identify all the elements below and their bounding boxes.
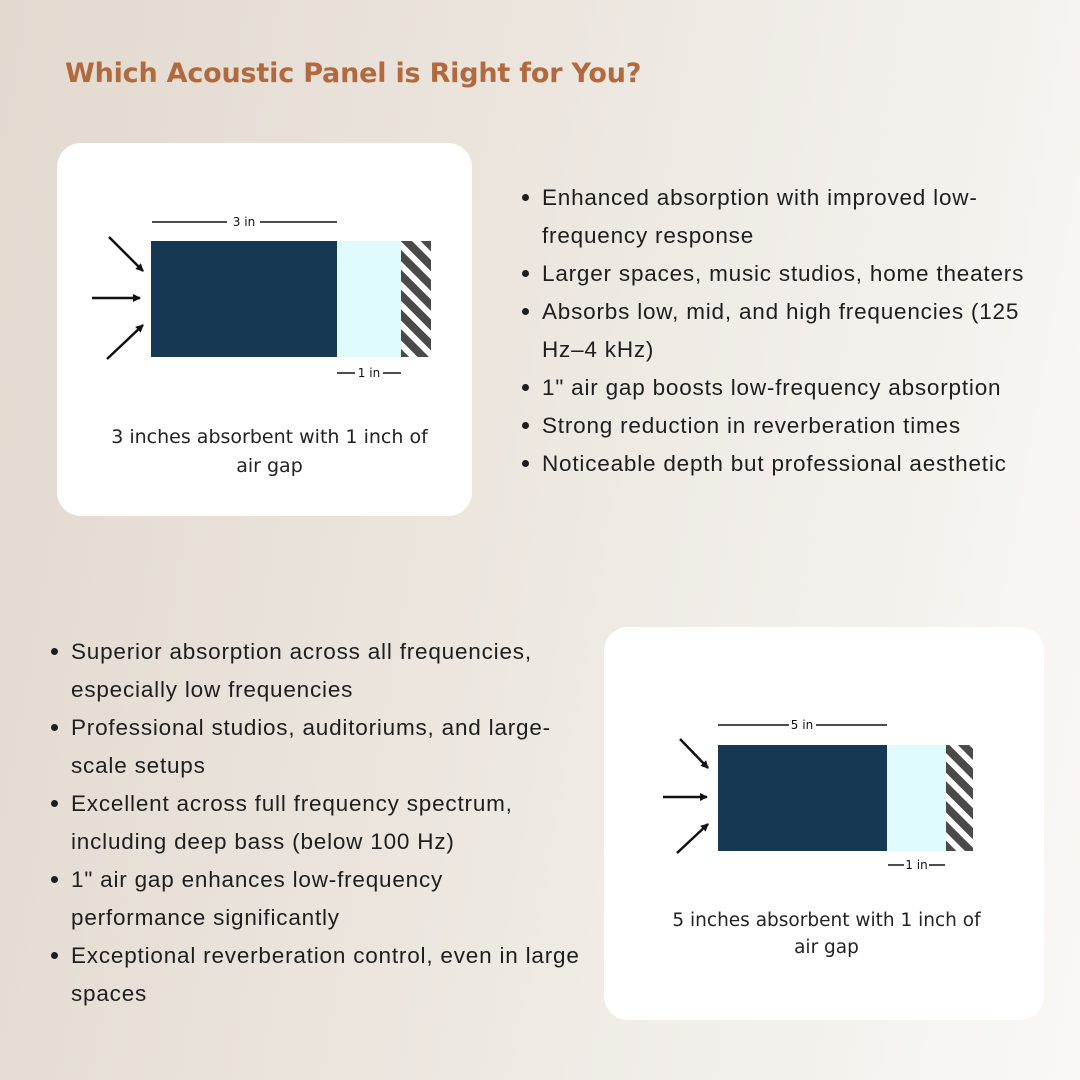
absorbent-layer <box>151 241 337 357</box>
panel-2-card <box>604 627 1044 1020</box>
list-item: 1" air gap boosts low-frequency absorption <box>516 369 1056 407</box>
panel-1-diagram <box>87 213 442 393</box>
wall-hatch <box>946 745 973 851</box>
air-gap-dimension <box>888 858 945 872</box>
list-item: Absorbs low, mid, and high frequencies (125 Hz–4 kHz) <box>516 293 1056 369</box>
absorbent-thickness-label: 5 in <box>790 718 814 732</box>
list-item: 1" air gap enhances low-frequency performance significantly <box>45 861 585 937</box>
arrow-down-right-icon <box>109 237 143 271</box>
air-gap-label: 1 in <box>905 858 928 872</box>
list-item: Noticeable depth but professional aesthetic <box>516 445 1056 483</box>
panel-1-feature-list <box>516 179 1056 483</box>
air-gap-layer <box>337 241 401 357</box>
arrow-down-right-icon <box>680 739 708 768</box>
list-item: Larger spaces, music studios, home theaters <box>516 255 1056 293</box>
absorbent-thickness-label: 3 in <box>232 215 256 229</box>
list-item: Professional studios, auditoriums, and large-scale setups <box>45 709 585 785</box>
list-item: Superior absorption across all frequencies, especially low frequencies <box>45 633 585 709</box>
arrow-up-right-icon <box>677 824 708 853</box>
air-gap-label: 1 in <box>357 366 381 380</box>
list-item: Enhanced absorption with improved low-frequency response <box>516 179 1056 255</box>
arrow-up-right-icon <box>107 325 143 359</box>
list-item: Excellent across full frequency spectrum, including deep bass (below 100 Hz) <box>45 785 585 861</box>
air-gap-layer <box>887 745 946 851</box>
panel-2-diagram <box>659 712 989 882</box>
page-title: Which Acoustic Panel is Right for You? <box>65 58 642 89</box>
panel-caption: 3 inches absorbent with 1 inch of air gap <box>111 426 428 477</box>
air-gap-dimension <box>337 366 401 380</box>
wall-hatch <box>401 241 431 357</box>
absorbent-layer <box>718 745 887 851</box>
absorbent-thickness-dimension <box>718 718 887 732</box>
panel-caption: 5 inches absorbent with 1 inch of air gap <box>672 910 981 958</box>
list-item: Strong reduction in reverberation times <box>516 407 1056 445</box>
absorbent-thickness-dimension <box>152 215 337 229</box>
panel-1-card <box>57 143 472 516</box>
panel-2-feature-list <box>45 633 585 1013</box>
list-item: Exceptional reverberation control, even in large spaces <box>45 937 585 1013</box>
